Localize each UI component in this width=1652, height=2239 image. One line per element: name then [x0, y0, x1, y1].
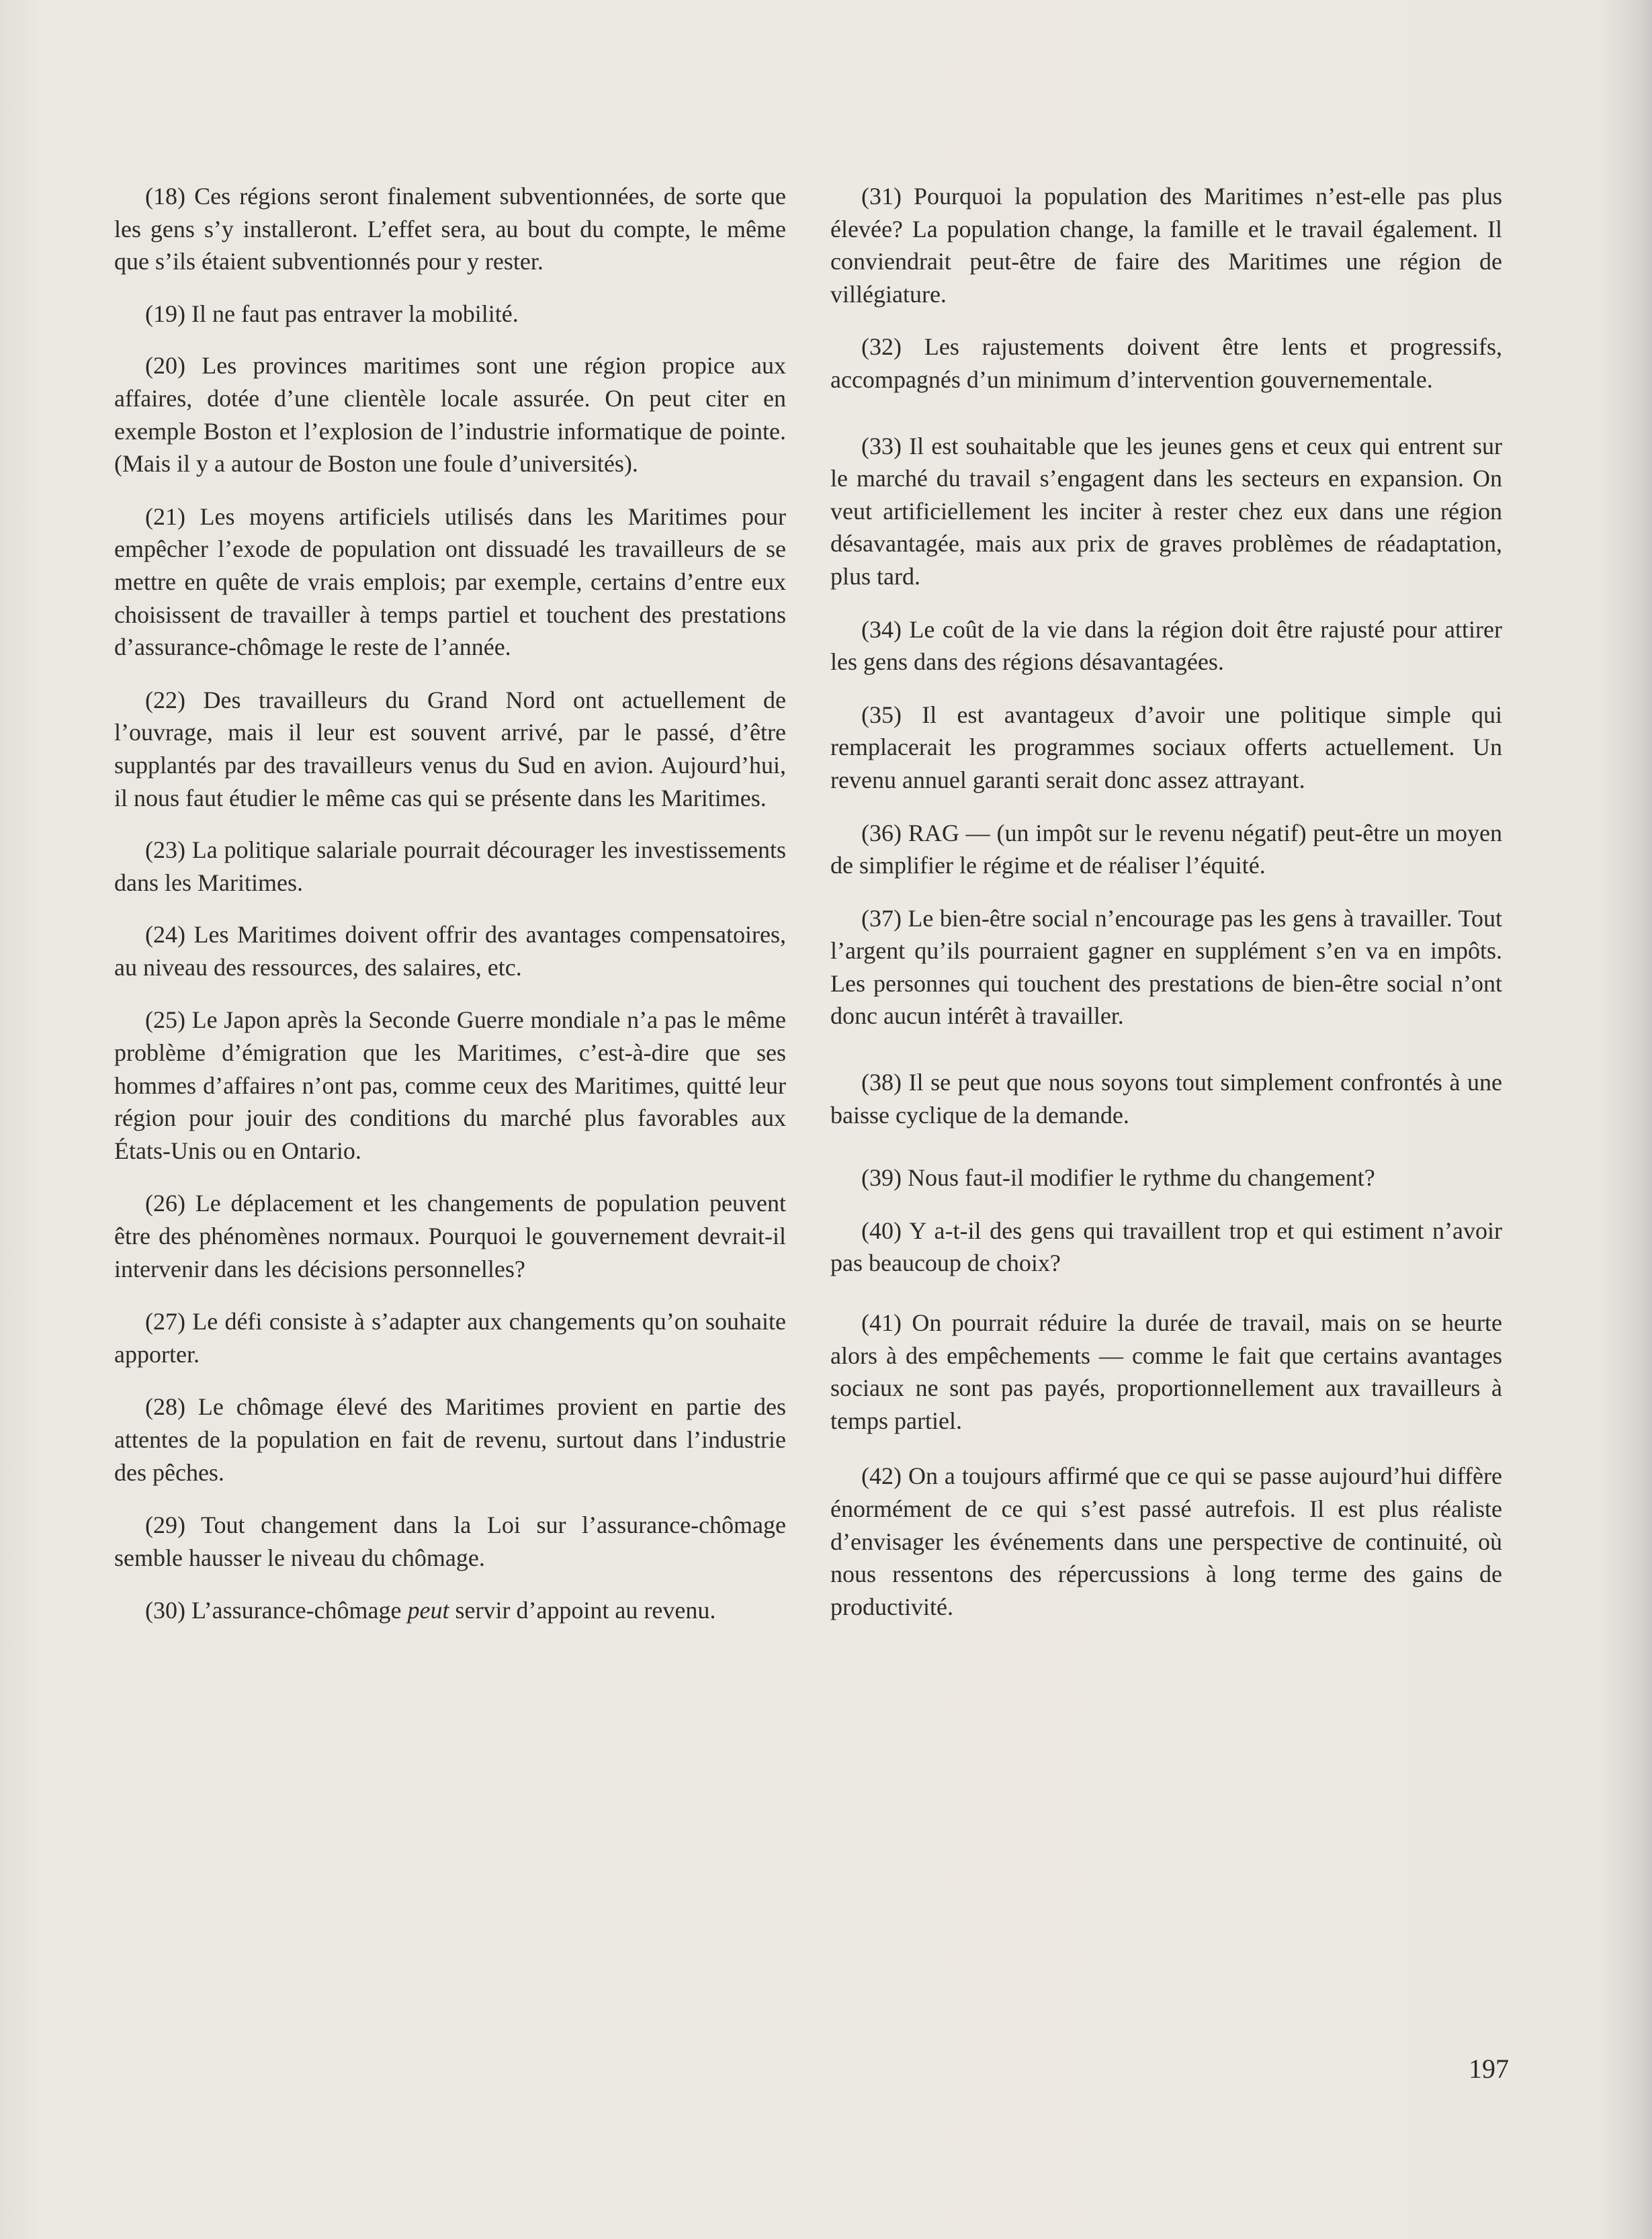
paragraph-37: (37) Le bien-être social n’encourage pas les gens à travailler. Tout l’argent qu’ils pourraient gagner en supplément s’en va en impôts. Les personnes qui touchent des prestations de bien-être social n’ont donc aucun intérêt à travailler.	[830, 904, 1502, 1030]
paragraph-20: (20) Les provinces maritimes sont une région propice aux affaires, dotée d’une clientèle locale assurée. On peut citer en exemple Boston et l’explosion de l’industrie informatique de pointe. (Mais il y a autour de Boston une foule d’universités).	[114, 352, 786, 478]
paragraph-31: (31) Pourquoi la population des Maritimes n’est-elle pas plus élevée? La population change, la famille et le travail également. Il conviendrait peut-être de faire des Maritimes une région de villégiature.	[830, 183, 1502, 308]
paragraph-28: (28) Le chômage élevé des Maritimes provient en partie des attentes de la population en fait de revenu, surtout dans l’industrie des pêches.	[114, 1393, 786, 1486]
paragraph-29: (29) Tout changement dans la Loi sur l’assurance-chômage semble hausser le niveau du chômage.	[114, 1511, 786, 1571]
paragraph-24: (24) Les Maritimes doivent offrir des avantages compensatoires, au niveau des ressources, des salaires, etc.	[114, 921, 786, 981]
paragraph-30-text-start: (30) L’assurance-chômage	[145, 1597, 408, 1624]
paragraph-42: (42) On a toujours affirmé que ce qui se passe aujourd’hui diffère énormément de ce qui s’est passé autrefois. Il est plus réaliste d’envisager les événements dans une perspective de continuité, où nous ressentons des répercussions à long terme des gains de productivité.	[830, 1462, 1502, 1620]
page-number: 197	[1469, 2054, 1509, 2084]
paragraph-26: (26) Le déplacement et les changements de population peuvent être des phénomènes normaux. Pourquoi le gouvernement devrait-il intervenir dans les décisions personnelles?	[114, 1190, 786, 1282]
paragraph-18: (18) Ces régions seront finalement subventionnées, de sorte que les gens s’y installeront. L’effet sera, au bout du compte, le même que s’ils étaient subventionnés pour y rester.	[114, 183, 786, 275]
paragraph-21: (21) Les moyens artificiels utilisés dans les Maritimes pour empêcher l’exode de population ont dissuadé les travailleurs de se mettre en quête de vrais emplois; par exemple, certains d’entre eux choisissent de travailler à temps partiel et touchent des prestations d’assurance-chômage le reste de l’année.	[114, 502, 786, 661]
paragraph-35: (35) Il est avantageux d’avoir une politique simple qui remplacerait les programmes sociaux offerts actuellement. Un revenu annuel garanti serait donc assez attrayant.	[830, 701, 1502, 793]
paragraph-38: (38) Il se peut que nous soyons tout simplement confrontés à une baisse cyclique de la demande.	[830, 1069, 1502, 1129]
paragraph-23: (23) La politique salariale pourrait décourager les investissements dans les Maritimes.	[114, 836, 786, 896]
paragraph-30-text-end: servir d’appoint au revenu.	[449, 1597, 716, 1624]
paragraph-41: (41) On pourrait réduire la durée de travail, mais on se heurte alors à des empêchements — comme le fait que certains avantages sociaux ne sont pas payés, proportionnellement aux travailleurs à temps partiel.	[830, 1309, 1502, 1434]
paragraph-30-emphasis: peut	[407, 1597, 449, 1624]
paragraph-34: (34) Le coût de la vie dans la région doit être rajusté pour attirer les gens dans des régions désavantagées.	[830, 615, 1502, 676]
paragraph-27: (27) Le défi consiste à s’adapter aux changements qu’on souhaite apporter.	[114, 1308, 786, 1368]
paragraph-36: (36) RAG — (un impôt sur le revenu négatif) peut-être un moyen de simplifier le régime et de réaliser l’équité.	[830, 819, 1502, 879]
paragraph-30	[114, 1594, 786, 1627]
paragraph-32: (32) Les rajustements doivent être lents et progressifs, accompagnés d’un minimum d’intervention gouvernementale.	[830, 333, 1502, 393]
paragraph-22: (22) Des travailleurs du Grand Nord ont actuellement de l’ouvrage, mais il leur est souvent arrivé, par le passé, d’être supplantés par des travailleurs venus du Sud en avion. Aujourd’hui, il nous faut étudier le même cas qui se présente dans les Maritimes.	[114, 686, 786, 811]
paragraph-40: (40) Y a-t-il des gens qui travaillent trop et qui estiment n’avoir pas beaucoup de choix?	[830, 1217, 1502, 1277]
right-column	[830, 180, 1502, 1623]
paragraph-19: (19) Il ne faut pas entraver la mobilité.	[145, 300, 519, 327]
paragraph-25: (25) Le Japon après la Seconde Guerre mondiale n’a pas le même problème d’émigration que les Maritimes, c’est-à-dire que ses hommes d’affaires n’ont pas, comme ceux des Maritimes, quitté leur région pour jouir des conditions du marché plus favorables aux États-Unis ou en Ontario.	[114, 1006, 786, 1164]
paragraph-39: (39) Nous faut-il modifier le rythme du changement?	[861, 1164, 1375, 1192]
left-column	[114, 180, 786, 1627]
paragraph-33: (33) Il est souhaitable que les jeunes gens et ceux qui entrent sur le marché du travail s’engagent dans les secteurs en expansion. On veut artificiellement les inciter à rester chez eux dans une région désavantagée, mais aux prix de graves problèmes de réadaptation, plus tard.	[830, 432, 1502, 590]
